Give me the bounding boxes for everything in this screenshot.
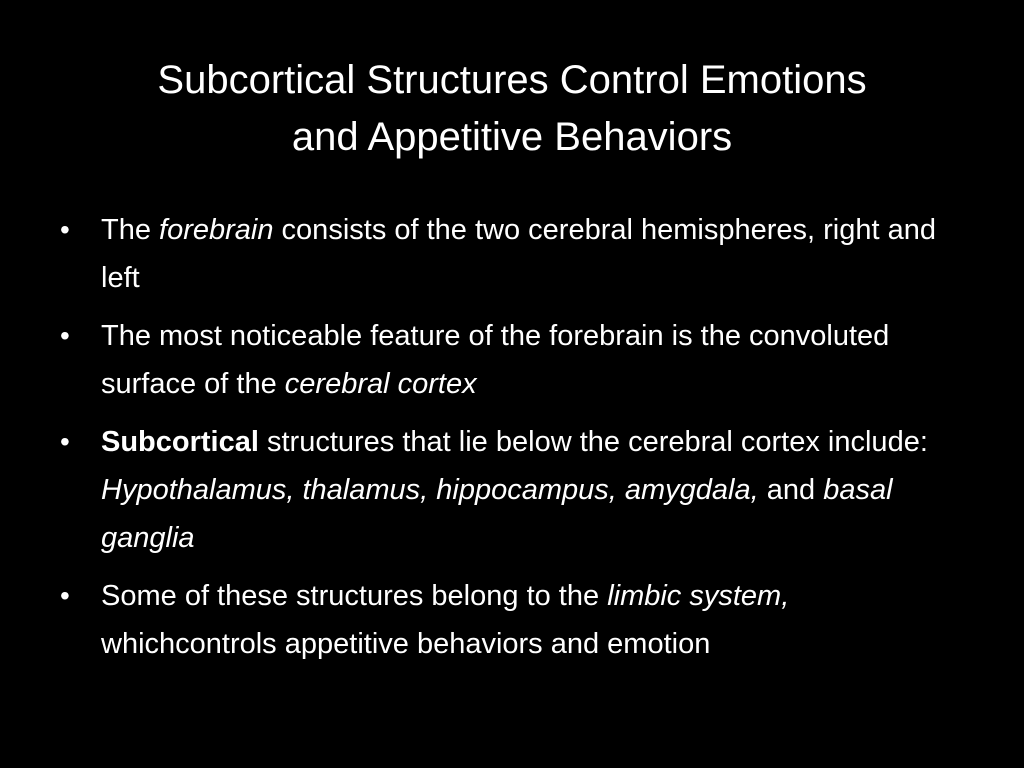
bullet-forebrain — [56, 206, 936, 302]
text-run: consists of the two cerebral hemispheres, right and left — [101, 214, 936, 294]
bullet-list — [56, 206, 936, 678]
slide-title — [60, 52, 964, 166]
italic-structures-list: Hypothalamus, thalamus, hippocampus, amygdala, — [101, 474, 759, 506]
bullet-icon: • — [60, 320, 70, 351]
title-line-1: Subcortical Structures Control Emotions — [157, 58, 867, 102]
italic-term-cerebral-cortex: cerebral cortex — [284, 368, 477, 400]
bullet-text — [101, 312, 936, 408]
text-run: The — [101, 214, 160, 246]
bullet-text — [101, 418, 936, 562]
bullet-limbic-system — [56, 572, 936, 668]
text-run: The most noticeable feature of the forebrain is the convoluted surface of the — [101, 320, 890, 400]
bullet-subcortical — [56, 418, 936, 562]
italic-term-limbic-system: limbic system, — [607, 580, 790, 612]
italic-term-forebrain: forebrain — [159, 214, 274, 246]
bullet-text — [101, 572, 936, 668]
text-run: structures that lie below the cerebral cortex include: — [258, 426, 928, 458]
text-run: and — [758, 474, 824, 506]
bullet-icon: • — [60, 214, 70, 245]
text-run: whichcontrols appetitive behaviors and emotion — [101, 628, 711, 660]
bullet-icon: • — [60, 426, 70, 457]
bullet-text — [101, 206, 936, 302]
italic-term-basal-ganglia: basal ganglia — [101, 474, 893, 554]
bullet-cerebral-cortex — [56, 312, 936, 408]
bold-term-subcortical: Subcortical — [101, 426, 259, 458]
bullet-icon: • — [60, 580, 70, 611]
text-run: Some of these structures belong to the — [101, 580, 608, 612]
title-line-2: and Appetitive Behaviors — [291, 115, 733, 159]
